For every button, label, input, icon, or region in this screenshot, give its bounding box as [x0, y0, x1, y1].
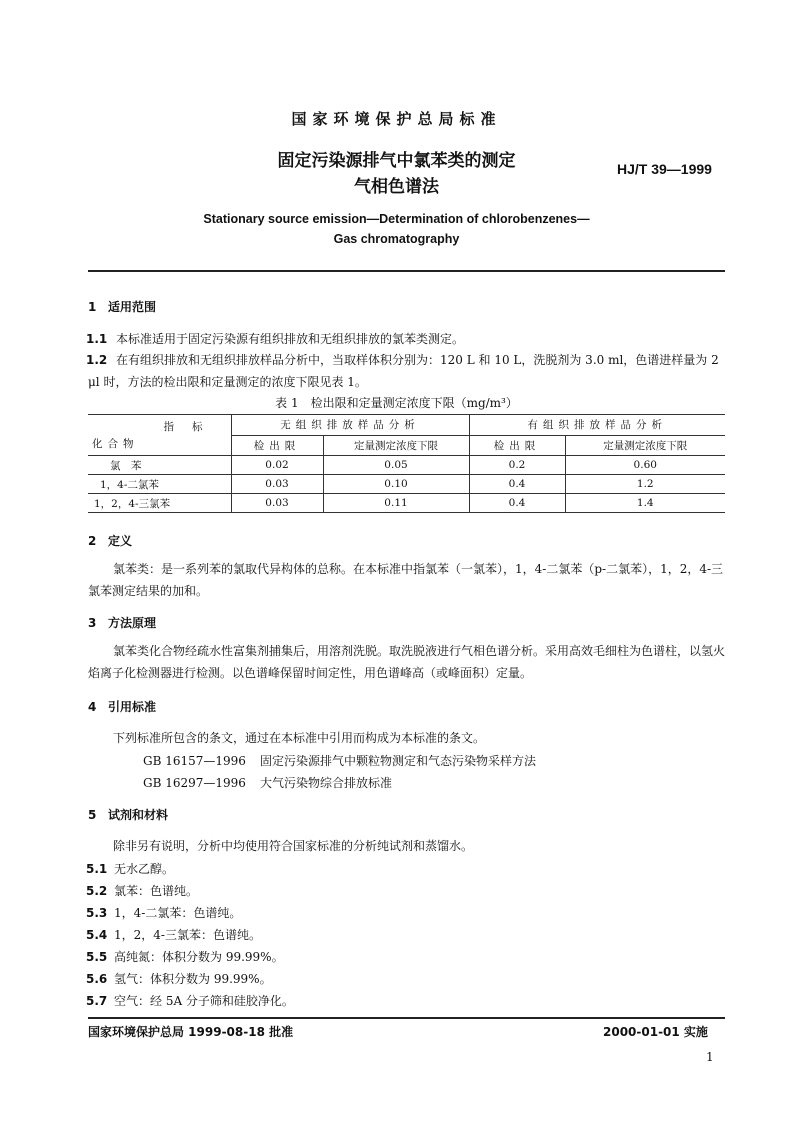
value-cell: 1.2 [565, 475, 725, 494]
section-title: 定义 [108, 534, 133, 548]
item-number: 5.4 [86, 928, 108, 942]
compound-cell: 氯 苯 [88, 456, 231, 475]
col-header-detect-2: 检出限 [469, 435, 565, 456]
group-header-unorganized: 无组织排放样品分析 [231, 415, 469, 436]
list-item [86, 948, 284, 965]
item-text: 1，2，4-三氯苯：色谱纯。 [114, 928, 261, 942]
standard-title-line2: 气相色谱法 [354, 177, 439, 197]
reference-item [143, 774, 392, 791]
value-cell: 0.03 [231, 494, 323, 513]
value-cell: 0.4 [469, 494, 565, 513]
compound-cell: 1，2，4-三氯苯 [88, 494, 231, 513]
col-header-quant-1: 定量测定浓度下限 [323, 435, 469, 456]
item-number: 5.6 [86, 972, 108, 986]
section-title: 引用标准 [108, 700, 157, 714]
list-item [86, 882, 198, 899]
section-title: 试剂和材料 [108, 808, 169, 822]
standard-code: HJ/T 39—1999 [617, 161, 712, 177]
section-number: 2 [88, 534, 97, 548]
section-number: 1 [88, 300, 97, 314]
value-cell: 0.4 [469, 475, 565, 494]
compound-cell: 1，4-二氯苯 [88, 475, 231, 494]
section-title: 方法原理 [108, 616, 157, 630]
approval-line: 国家环境保护总局 1999-08-18 批准 [88, 1025, 294, 1039]
item-number: 5.2 [86, 884, 108, 898]
reference-code: GB 16157—1996 [143, 754, 246, 768]
corner-compound-label: 化合物 [92, 438, 139, 450]
english-title-line2: Gas chromatography [333, 232, 460, 246]
item-text: 空气：经 5A 分子筛和硅胶净化。 [114, 994, 294, 1008]
table-corner-cell [88, 415, 231, 456]
implementation-date: 2000-01-01 实施 [603, 1025, 708, 1039]
reference-item [143, 752, 536, 769]
item-number: 5.3 [86, 906, 108, 920]
english-title-line1: Stationary source emission—Determination of chlorobenzenes— [203, 212, 590, 226]
list-item [86, 926, 261, 943]
list-item [86, 970, 272, 987]
item-text: 1，4-二氯苯：色谱纯。 [114, 906, 242, 920]
section-3-text: 氯苯类化合物经疏水性富集剂捕集后，用溶剂洗脱。取洗脱液进行气相色谱分析。采用高效毛细柱为色谱柱，以氢火焰离子化检测器进行检测。以色谱峰保留时间定性，用色谱峰高（或峰面积）定量。 [88, 644, 726, 680]
item-text: 高纯氮：体积分数为 99.99%。 [114, 950, 284, 964]
section-5-text: 除非另有说明，分析中均使用符合国家标准的分析纯试剂和蒸馏水。 [113, 839, 474, 853]
col-header-quant-2: 定量测定浓度下限 [565, 435, 725, 456]
value-cell: 0.60 [565, 456, 725, 475]
table-1-caption: 表 1 检出限和定量测定浓度下限（mg/m³） [275, 396, 518, 410]
header-divider [88, 270, 725, 272]
section-5-heading [88, 806, 168, 823]
list-item [86, 904, 241, 921]
section-number: 3 [88, 616, 97, 630]
clause-text: 在有组织排放和无组织排放样品分析中，当取样体积分别为：120 L 和 10 L，洗脱剂为 3.0 ml，色谱进样量为 2 μl 时，方法的检出限和定量测定的浓度下限见表 1。 [88, 353, 719, 389]
section-4-heading [88, 698, 156, 715]
reference-code: GB 16297—1996 [143, 776, 246, 790]
corner-indicator-label: 指标 [163, 421, 221, 433]
list-item [86, 992, 294, 1009]
section-number: 4 [88, 700, 97, 714]
section-2-text: 氯苯类：是一系列苯的氯取代异构体的总称。在本标准中指氯苯（一氯苯），1，4-二氯苯（p-二氯苯），1，2，4-三氯苯测定结果的加和。 [88, 562, 724, 598]
standard-title-line1: 固定污染源排气中氯苯类的测定 [277, 151, 516, 171]
value-cell: 0.02 [231, 456, 323, 475]
item-number: 5.7 [86, 994, 108, 1008]
value-cell: 0.11 [323, 494, 469, 513]
page-number: 1 [706, 1050, 714, 1064]
section-title: 适用范围 [108, 300, 157, 314]
list-item [86, 860, 174, 877]
value-cell: 0.05 [323, 456, 469, 475]
table-row [88, 456, 725, 475]
footer-divider [88, 1017, 725, 1019]
section-4-text: 下列标准所包含的条文，通过在本标准中引用而构成为本标准的条文。 [113, 731, 486, 745]
section-number: 5 [88, 808, 97, 822]
item-text: 氢气：体积分数为 99.99%。 [114, 972, 272, 986]
clause-1-1 [86, 330, 464, 347]
value-cell: 1.4 [565, 494, 725, 513]
item-text: 无水乙醇。 [114, 862, 175, 876]
section-2-heading [88, 532, 132, 549]
reference-name: 大气污染物综合排放标准 [260, 776, 393, 790]
clause-number: 1.1 [86, 332, 108, 346]
item-number: 5.5 [86, 950, 108, 964]
value-cell: 0.2 [469, 456, 565, 475]
value-cell: 0.03 [231, 475, 323, 494]
group-header-organized: 有组织排放样品分析 [469, 415, 725, 436]
section-3-heading [88, 614, 156, 631]
clause-1-2 [88, 349, 728, 393]
reference-name: 固定污染源排气中颗粒物测定和气态污染物采样方法 [260, 754, 537, 768]
issuer-title: 国家环境保护总局标准 [291, 110, 502, 128]
clause-text: 本标准适用于固定污染源有组织排放和无组织排放的氯苯类测定。 [116, 332, 465, 346]
value-cell: 0.10 [323, 475, 469, 494]
table-row [88, 494, 725, 513]
detection-limit-table [88, 414, 725, 513]
table-row [88, 475, 725, 494]
clause-number: 1.2 [86, 353, 108, 367]
item-number: 5.1 [86, 862, 108, 876]
section-1-heading [88, 298, 156, 315]
item-text: 氯苯：色谱纯。 [114, 884, 199, 898]
col-header-detect-1: 检出限 [231, 435, 323, 456]
